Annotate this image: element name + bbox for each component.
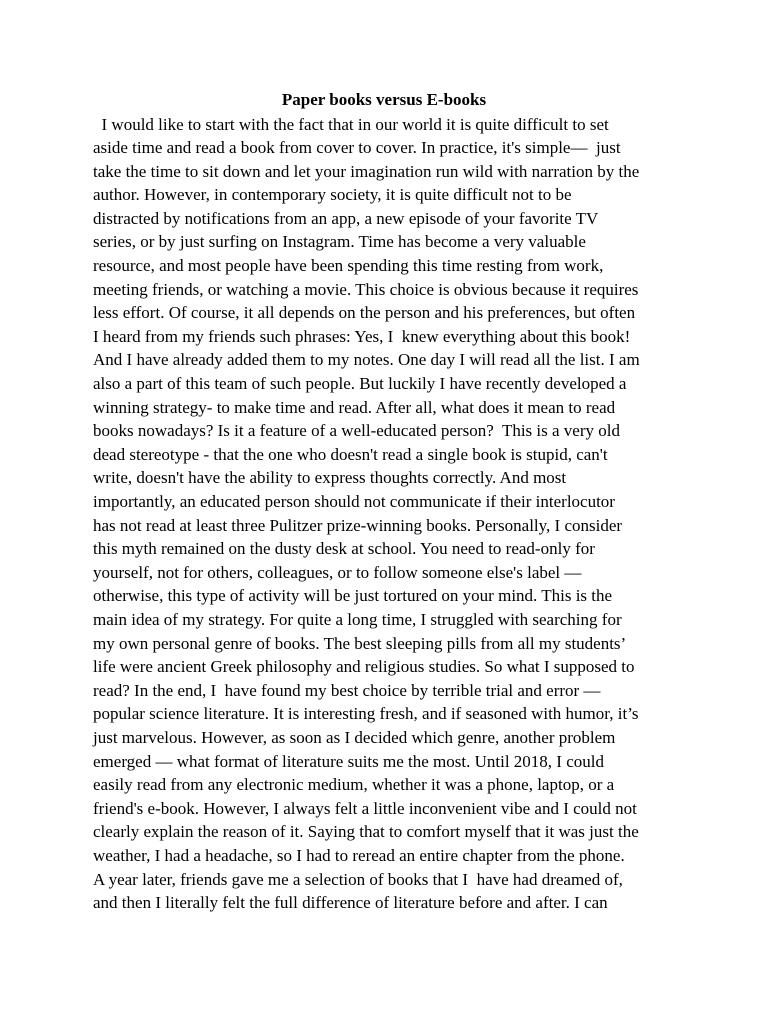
text-line: my own personal genre of books. The best sleeping pills from all my students’	[93, 633, 627, 653]
text-line: weather, I had a headache, so I had to reread an entire chapter from the phone.	[93, 845, 625, 865]
text-line: I would like to start with the fact that in our world it is quite difficult to set	[93, 114, 609, 134]
text-line: this myth remained on the dusty desk at school. You need to read-only for	[93, 539, 595, 559]
text-line: distracted by notifications from an app, a new episode of your favorite TV	[93, 208, 599, 228]
text-line: resource, and most people have been spending this time resting from work,	[93, 256, 604, 276]
text-line: just marvelous. However, as soon as I decided which genre, another problem	[93, 727, 616, 747]
text-line: A year later, friends gave me a selection of books that I have had dreamed of,	[93, 869, 623, 889]
document-title: Paper books versus E-books	[281, 90, 487, 109]
text-line: also a part of this team of such people. But luckily I have recently developed a	[93, 374, 627, 394]
text-line: read? In the end, I have found my best choice by terrible trial and error —	[93, 680, 601, 700]
text-line: yourself, not for others, colleagues, or to follow someone else's label —	[93, 562, 582, 582]
text-line: life were ancient Greek philosophy and religious studies. So what I supposed to	[93, 657, 635, 677]
text-line: easily read from any electronic medium, whether it was a phone, laptop, or a	[93, 775, 615, 795]
text-line: otherwise, this type of activity will be just tortured on your mind. This is the	[93, 586, 613, 606]
text-line: I heard from my friends such phrases: Yes, I knew everything about this book!	[93, 326, 631, 346]
text-line: winning strategy- to make time and read. After all, what does it mean to read	[93, 397, 616, 417]
text-line: books nowadays? Is it a feature of a well-educated person? This is a very old	[93, 421, 620, 441]
text-line: author. However, in contemporary society, it is quite difficult not to be	[93, 185, 572, 205]
text-line: popular science literature. It is interesting fresh, and if seasoned with humor, it’s	[93, 704, 639, 724]
text-line: series, or by just surfing on Instagram. Time has become a very valuable	[93, 232, 586, 252]
text-line: friend's e-book. However, I always felt a little inconvenient vibe and I could not	[93, 798, 637, 818]
text-line: less effort. Of course, it all depends on the person and his preferences, but often	[93, 303, 636, 323]
text-line: main idea of my strategy. For quite a long time, I struggled with searching for	[93, 609, 622, 629]
text-line: take the time to sit down and let your imagination run wild with narration by the	[93, 161, 640, 181]
text-line: and then I literally felt the full difference of literature before and after. I can	[93, 893, 608, 913]
text-line: meeting friends, or watching a movie. This choice is obvious because it requires	[93, 279, 639, 299]
text-line: And I have already added them to my notes. One day I will read all the list. I am	[93, 350, 640, 370]
text-line: has not read at least three Pulitzer prize-winning books. Personally, I consider	[93, 515, 623, 535]
text-line: clearly explain the reason of it. Saying that to comfort myself that it was just the	[93, 822, 639, 842]
text-line: write, doesn't have the ability to express thoughts correctly. And most	[93, 468, 567, 488]
text-line: dead stereotype - that the one who doesn't read a single book is stupid, can't	[93, 444, 608, 464]
body-text	[93, 113, 693, 915]
text-line: emerged — what format of literature suits me the most. Until 2018, I could	[93, 751, 604, 771]
text-line: importantly, an educated person should not communicate if their interlocutor	[93, 492, 615, 511]
text-line: aside time and read a book from cover to cover. In practice, it's simple— just	[93, 138, 621, 158]
